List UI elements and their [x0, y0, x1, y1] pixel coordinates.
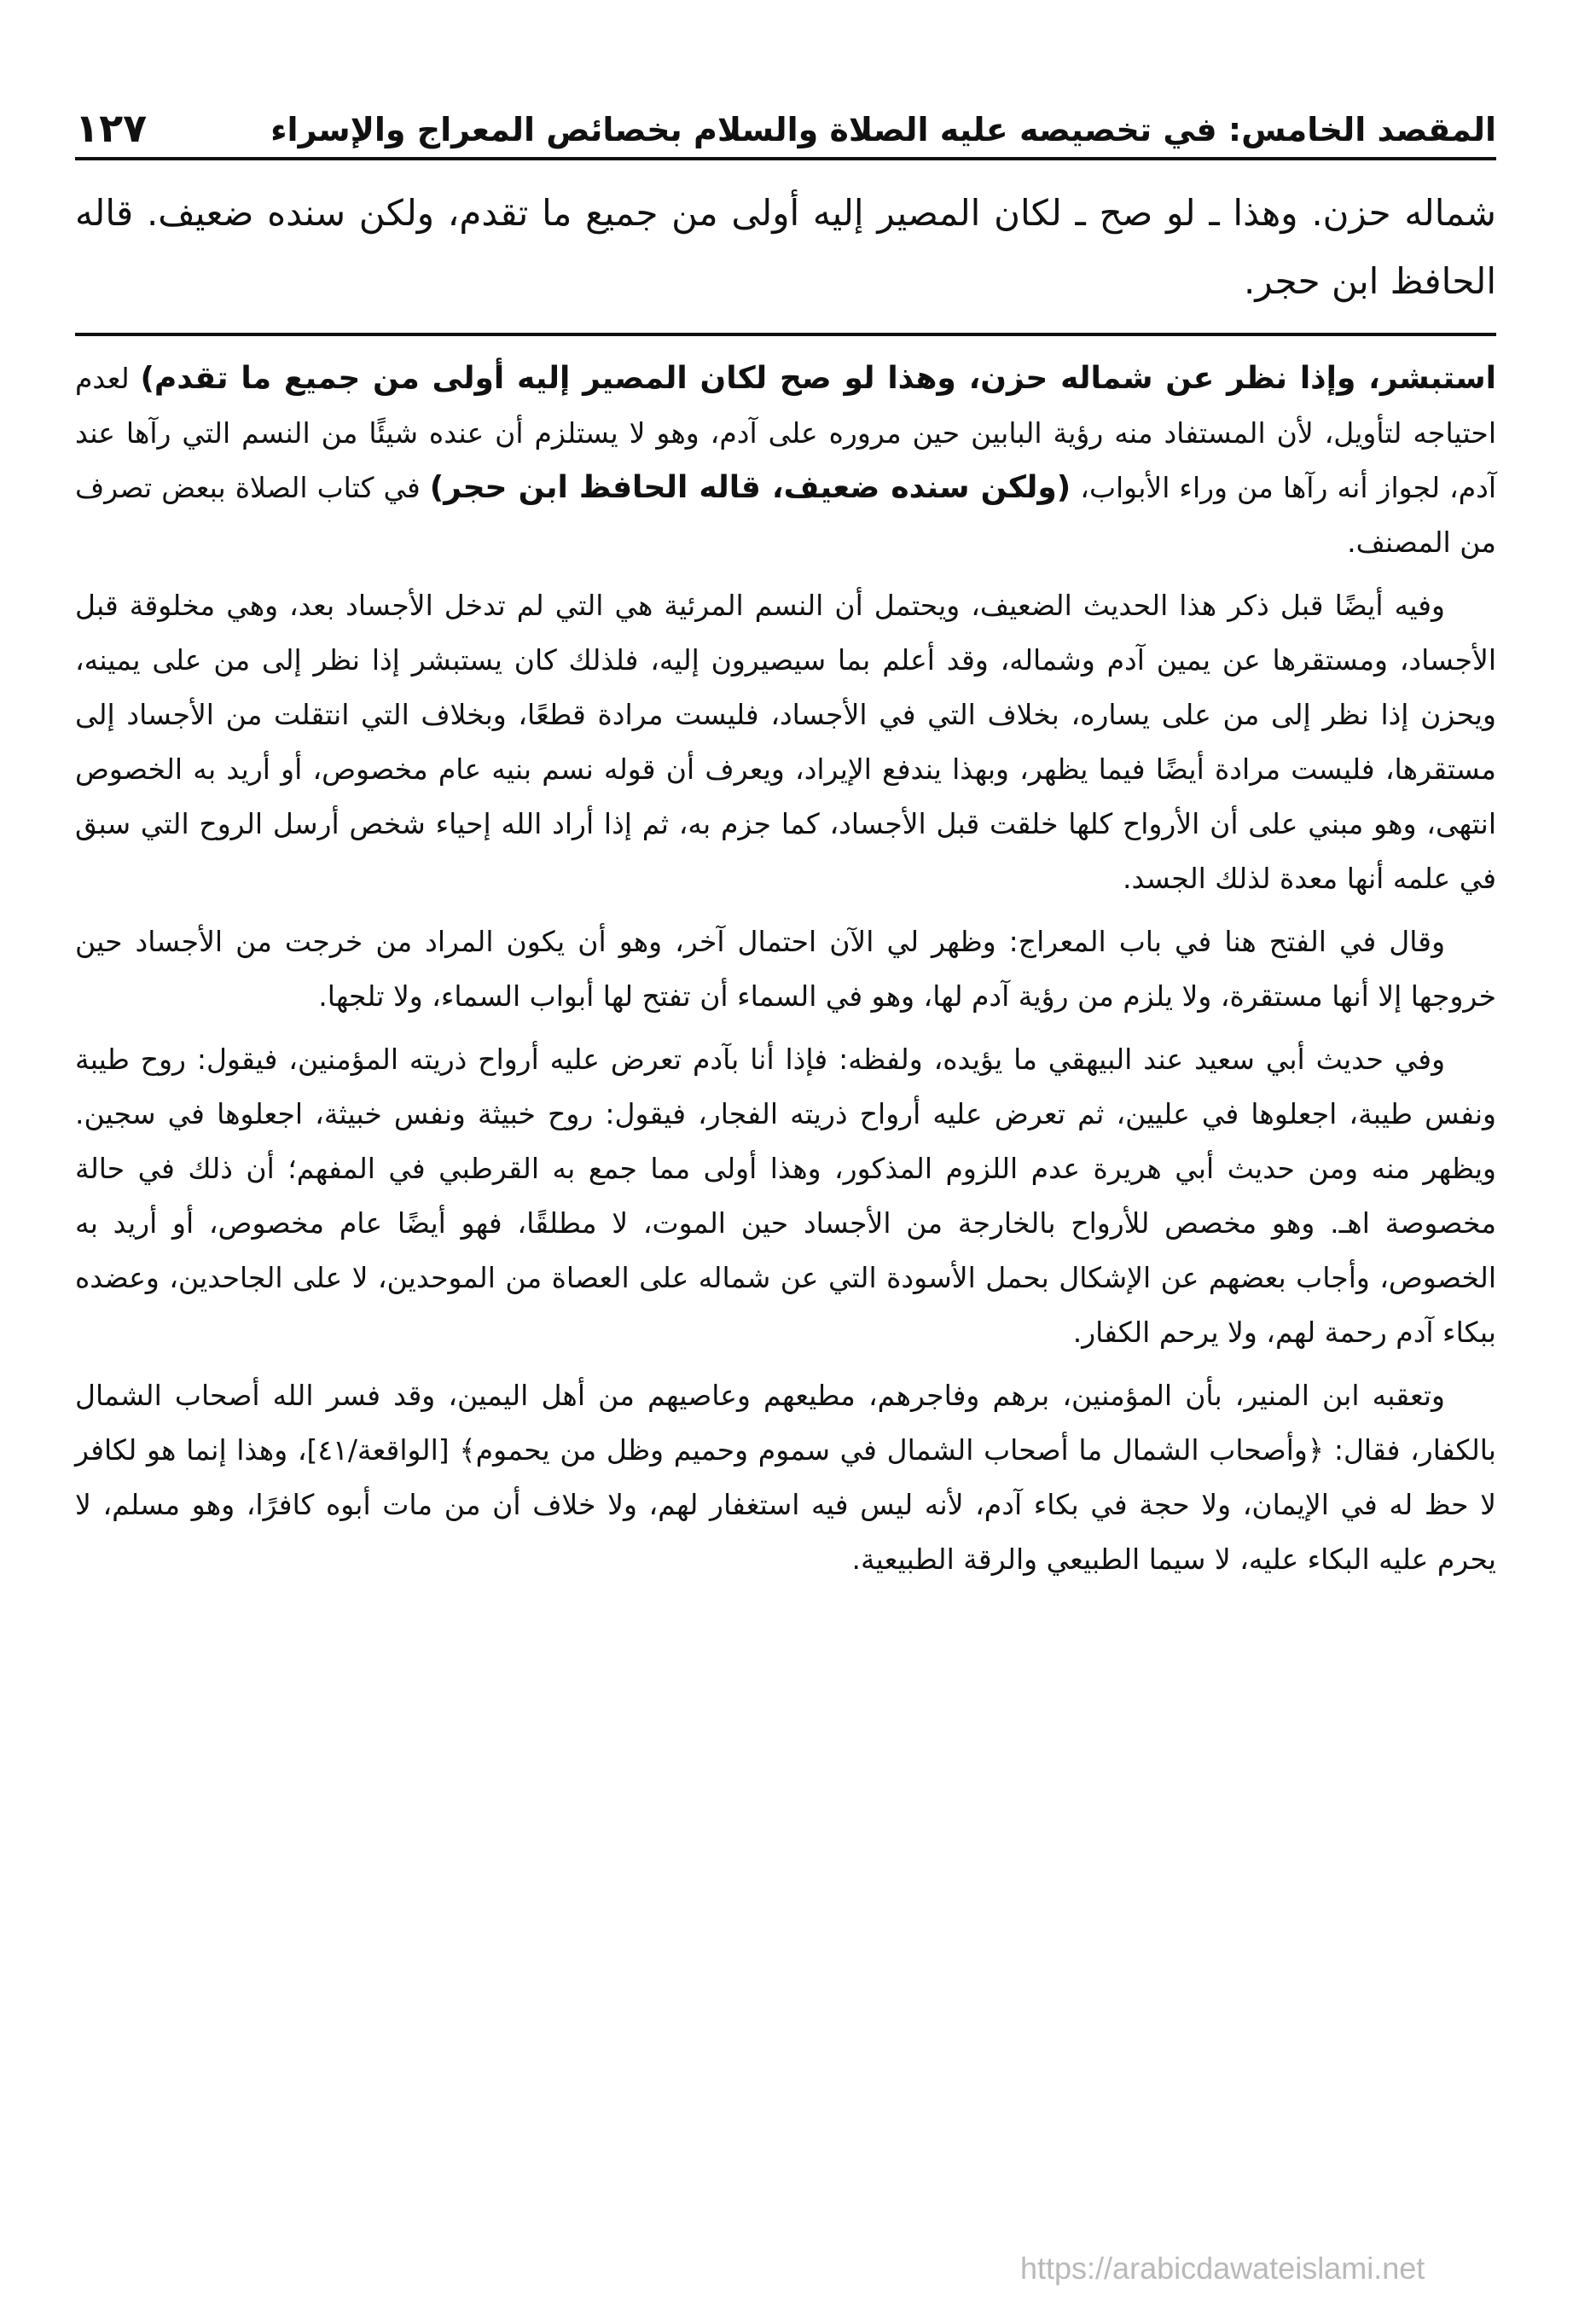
main-text	[75, 179, 1496, 336]
commentary-paragraph-5: وتعقبه ابن المنير، بأن المؤمنين، برهم وفاجرهم، مطيعهم وعاصيهم من أهل اليمين، وقد فسر الله أصحاب الشمال بالكفار، فقال: ﴿وأصحاب الشمال ما أصحاب الشمال في سموم وحميم وظل من يحموم﴾ [الواقعة/٤١]، وهذا إنما هو لكافر لا حظ له في الإيمان، ولا حجة في بكاء آدم، لأنه ليس فيه استغفار لهم، ولا خلاف أن من مات أبوه كافرًا، وهو مسلم، لا يحرم عليه البكاء عليه، لا سيما الطبيعي والرقة الطبيعية.	[75, 1379, 1496, 1576]
commentary-paragraph-2: وفيه أيضًا قبل ذكر هذا الحديث الضعيف، ويحتمل أن النسم المرئية هي التي لم تدخل الأجساد بعد، وهي مخلوقة قبل الأجساد، ومستقرها عن يمين آدم وشماله، وقد أعلم بما سيصيرون إليه، فلذلك كان يستبشر إذا نظر إلى من على يمينه، ويحزن إذا نظر إلى من على يساره، بخلاف التي في الأجساد، فليست مرادة قطعًا، وبخلاف التي انتقلت من الأجساد إلى مستقرها، فليست مرادة أيضًا فيما يظهر، وبهذا يندفع الإيراد، ويعرف أن قوله نسم بنيه عام مخصوص، أو أريد به الخصوص انتهى، وهو مبني على أن الأرواح كلها خلقت قبل الأجساد، كما جزم به، ثم إذا أراد الله إحياء شخص أرسل الروح التي سبق في علمه أنها معدة لذلك الجسد.	[75, 589, 1496, 895]
commentary-text: لعدم احتياجه لتأويل، لأن المستفاد منه رؤية البابين حين مروره على آدم، وهو لا يستلزم أن عنده شيئًا من النسم التي رآها عند آدم، لجواز أنه رآها من وراء الأبواب،	[75, 362, 1497, 504]
quoted-text: استبشر، وإذا نظر عن شماله حزن، وهذا لو صح لكان المصير إليه أولى من جميع ما تقدم)	[140, 361, 1496, 396]
header-title: المقصد الخامس: في تخصيصه عليه الصلاة والسلام بخصائص المعراج والإسراء	[270, 111, 1496, 149]
commentary-paragraph-3: وقال في الفتح هنا في باب المعراج: وظهر لي الآن احتمال آخر، وهو أن يكون المراد من خرجت من الأجساد حين خروجها إلا أنها مستقرة، ولا يلزم من رؤية آدم لها، وهو في السماء أن تفتح لها أبواب السماء، ولا تلجها.	[75, 925, 1496, 1013]
watermark-url: https://arabicdawateislami.net	[1020, 2251, 1425, 2286]
page-number: ١٢٧	[75, 105, 148, 152]
main-text-content: شماله حزن. وهذا ـ لو صح ـ لكان المصير إليه أولى من جميع ما تقدم، ولكن سنده ضعيف. قاله الحافظ ابن حجر.	[75, 192, 1496, 302]
quoted-text: (ولكن سنده ضعيف، قاله الحافظ ابن حجر)	[429, 470, 1071, 505]
commentary	[75, 352, 1496, 1587]
commentary-text: في كتاب الصلاة ببعض تصرف من المصنف.	[75, 471, 1496, 559]
book-page	[75, 82, 1496, 2283]
commentary-paragraph-1	[75, 352, 1496, 570]
commentary-paragraph-4: وفي حديث أبي سعيد عند البيهقي ما يؤيده، ولفظه: فإذا أنا بآدم تعرض عليه أرواح ذريته المؤمنين، فيقول: روح طيبة ونفس طيبة، اجعلوها في عليين، ثم تعرض عليه أرواح ذريته الفجار، فيقول: روح خبيثة ونفس خبيثة، اجعلوها في سجين. ويظهر منه ومن حديث أبي هريرة عدم اللزوم المذكور، وهذا أولى مما جمع به القرطبي في المفهم؛ أن ذلك في حالة مخصوصة اهـ. وهو مخصص للأرواح بالخارجة من الأجساد حين الموت، لا مطلقًا، فهو أيضًا عام مخصوص، أو أريد به الخصوص، وأجاب بعضهم عن الإشكال بحمل الأسودة التي عن شماله على العصاة من الموحدين، لا على الجاحدين، وعضده ببكاء آدم رحمة لهم، ولا يرحم الكفار.	[75, 1043, 1496, 1349]
running-header	[75, 82, 1496, 160]
